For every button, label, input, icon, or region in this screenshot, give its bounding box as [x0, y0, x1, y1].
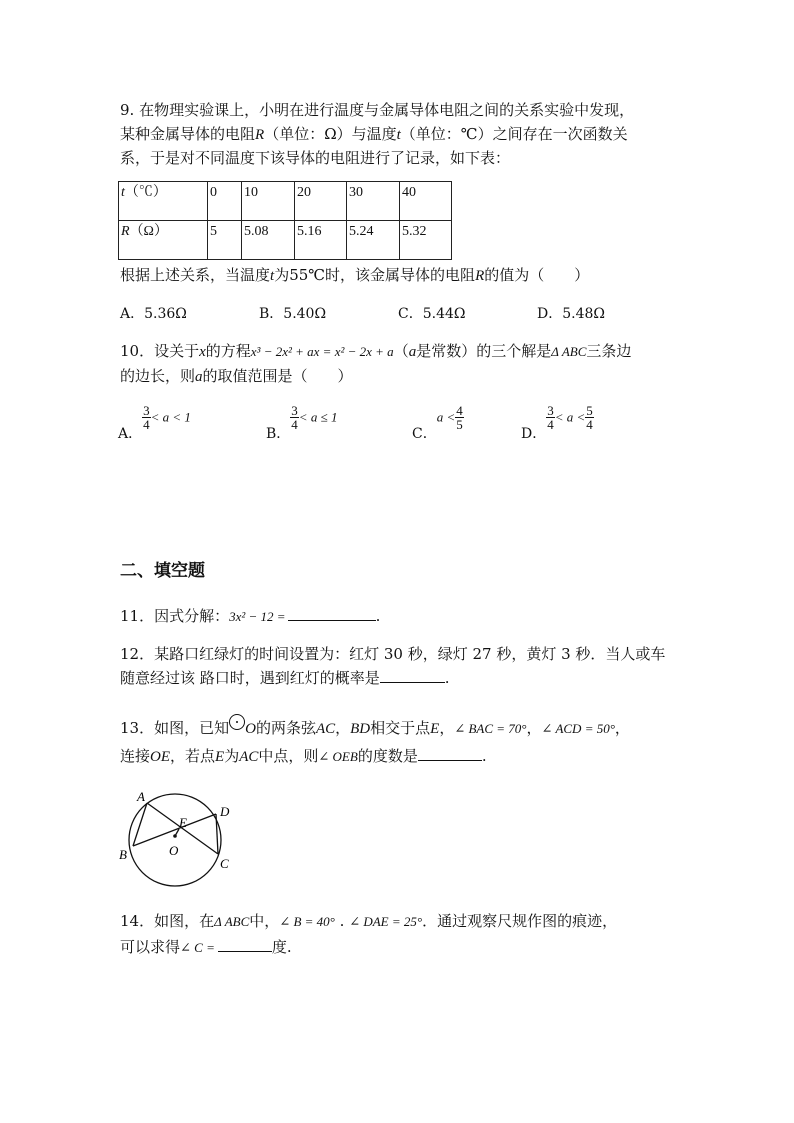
q13-text-a: 13．如图，已知	[120, 719, 230, 737]
q12-suffix: .	[444, 669, 450, 687]
q12-answer-blank[interactable]	[380, 668, 445, 683]
q13-line1	[120, 714, 630, 739]
q11-prefix: 11．因式分解：	[120, 607, 230, 625]
q9-ask-c: 的值为（ ）	[484, 266, 590, 284]
fraction-numerator: 3	[143, 403, 150, 418]
table-cell: 5.16	[295, 221, 347, 260]
q14-answer-blank[interactable]	[218, 937, 272, 952]
q10-text-b: 的方程	[205, 342, 251, 360]
q13-text-d: ，	[439, 719, 455, 737]
q11	[120, 606, 380, 627]
q13-circle-figure	[110, 786, 250, 890]
q12-line2	[120, 668, 450, 688]
fraction	[142, 404, 151, 431]
q14-line2	[120, 937, 292, 958]
q13-line2-a: 连接	[120, 747, 151, 765]
center-point-O	[173, 834, 177, 838]
circle-symbol-icon	[229, 714, 245, 730]
table-cell: 5.24	[347, 221, 400, 260]
table-cell: 30	[347, 182, 400, 221]
q10-line1	[120, 341, 631, 362]
q13-line2-e: 的度数是	[357, 747, 418, 765]
label-D: D	[220, 804, 230, 819]
table-unit: （Ω）	[129, 224, 168, 239]
q13-angle-ACD: ∠ ACD = 50°	[541, 721, 615, 736]
q9-ask-R: R	[475, 268, 485, 284]
q10-equation: x³ − 2x² + ax = x² − 2x + a	[250, 344, 394, 359]
label-C: C	[220, 856, 229, 871]
fraction	[455, 404, 464, 431]
q13-BD: BD	[350, 721, 371, 737]
q13-sep: ，	[335, 719, 351, 737]
q9-line3: 系，于是对不同温度下该导体的电阻进行了记录，如下表：	[120, 149, 511, 167]
fraction	[546, 404, 555, 431]
q10-text-d: 是常数）的三个解是	[416, 342, 552, 360]
q14-triangle: Δ ABC	[214, 914, 250, 929]
q11-expression: 3x² − 12 =	[229, 609, 286, 624]
q9-line2	[120, 124, 628, 145]
q14-sep: .	[334, 912, 350, 930]
table-row-header	[119, 221, 208, 260]
q13-sep3: ，	[614, 719, 630, 737]
fraction-denominator: 4	[291, 417, 298, 432]
q13-line2-f: .	[481, 747, 487, 765]
q10-text-c: （	[393, 342, 409, 360]
q13-AC2: AC	[239, 749, 259, 765]
table-cell: 5	[208, 221, 242, 260]
table-cell: 5.08	[242, 221, 295, 260]
q9-option-a[interactable]: A．5.36Ω	[120, 306, 187, 322]
q10-line2	[120, 366, 353, 387]
chord-BD	[133, 814, 216, 846]
q13-line2-b: ，若点	[170, 747, 216, 765]
label-O: O	[169, 843, 179, 858]
q14-line2-a: 可以求得	[120, 938, 181, 956]
table-cell: 0	[208, 182, 242, 221]
q13-line2	[120, 746, 487, 767]
q10-option-a[interactable]	[118, 403, 191, 442]
table-cell: 20	[295, 182, 347, 221]
q13-line2-c: 为	[224, 747, 240, 765]
q9-ask-b: 为55℃时，该金属导体的电阻	[274, 266, 476, 284]
q9-line2-text-a: 某种金属导体的电阻	[120, 125, 256, 143]
fraction-numerator: 4	[456, 403, 463, 418]
table-cell: 5.32	[400, 221, 452, 260]
table-var-t: t	[121, 185, 125, 200]
q9-line2-text-c: （单位：℃）之间存在一次函数关	[400, 125, 628, 143]
q10-line2-text-b: 的取值范围是（ ）	[202, 367, 353, 385]
q10-line2-text-a: 的边长，则	[120, 367, 196, 385]
q14-text-b: 中，	[249, 912, 280, 930]
q10-option-b[interactable]	[266, 403, 338, 442]
q9-line2-text-b: （单位：Ω）与温度	[264, 125, 397, 143]
q10-option-inequality: a <	[436, 409, 456, 425]
q13-angle-BAC: ∠ BAC = 70°	[454, 721, 527, 736]
fraction	[585, 404, 594, 431]
q9-option-b[interactable]: B．5.40Ω	[259, 306, 327, 322]
q13-text-b: 的两条弦	[255, 719, 316, 737]
q10-option-c[interactable]	[412, 403, 464, 442]
q10-option-label: D．	[521, 425, 547, 442]
q13-circle-O: O	[245, 721, 256, 737]
table-var-R: R	[121, 224, 130, 239]
q13-line2-d: 中点，则	[258, 747, 319, 765]
q14-angle-DAE: ∠ DAE = 25°	[349, 914, 423, 929]
table-row	[119, 182, 452, 221]
q9-question	[120, 265, 589, 286]
fraction-numerator: 3	[547, 403, 554, 418]
q10-option-label: B．	[266, 425, 291, 442]
section-title: 二、填空题	[120, 561, 205, 581]
table-unit: （℃）	[124, 185, 167, 200]
q10-var-x: x	[199, 344, 206, 360]
q10-option-inequality: < a ≤ 1	[298, 409, 338, 425]
q10-option-label: A．	[118, 425, 143, 442]
fraction-numerator: 3	[291, 403, 298, 418]
q14-text-c: ．通过观察尺规作图的痕迹，	[422, 912, 618, 930]
fraction-numerator: 5	[586, 403, 593, 418]
q13-OE: OE	[150, 749, 171, 765]
q14-line1	[120, 911, 617, 932]
label-B: B	[119, 847, 127, 862]
q9-ask-t: t	[270, 268, 275, 284]
q14-angle-B: ∠ B = 40°	[279, 914, 335, 929]
q13-E2: E	[215, 749, 225, 765]
q10-option-label: C．	[412, 425, 437, 442]
q13-answer-blank[interactable]	[418, 746, 482, 761]
q10-var-a: a	[408, 344, 417, 360]
q9-option-c[interactable]: C．5.44Ω	[398, 306, 466, 322]
fraction-denominator: 5	[456, 417, 463, 432]
q9-line1: 9. 在物理实验课上，小明在进行温度与金属导体电阻之间的关系实验中发现，	[120, 101, 635, 119]
fraction-denominator: 4	[547, 417, 554, 432]
table-cell: 40	[400, 182, 452, 221]
label-E: E	[179, 815, 187, 830]
q10-var-a2: a	[195, 369, 203, 385]
table-row-header	[119, 182, 208, 221]
q10-triangle: Δ ABC	[551, 344, 587, 359]
q10-option-inequality: < a <	[554, 409, 586, 425]
q11-answer-blank[interactable]	[288, 606, 376, 621]
q12-line1: 12．某路口红绿灯的时间设置为：红灯 30 秒，绿灯 27 秒，黄灯 3 秒．当人或车	[120, 645, 666, 663]
q11-suffix: .	[375, 607, 381, 625]
q9-option-d[interactable]: D．5.48Ω	[537, 306, 606, 322]
label-A: A	[137, 789, 145, 804]
q12-line2-text: 随意经过该 路口时，遇到红灯的概率是	[120, 669, 380, 687]
resistance-table	[118, 181, 452, 260]
circle-outline	[129, 794, 221, 886]
table-row	[119, 221, 452, 260]
q13-text-c: 相交于点	[370, 719, 431, 737]
q13-angle-OEB: ∠ OEB	[318, 749, 358, 764]
fraction-denominator: 4	[143, 417, 150, 432]
fraction	[290, 404, 299, 431]
q14-line2-b: 度.	[271, 938, 292, 956]
q10-option-d[interactable]	[521, 403, 594, 442]
fraction-denominator: 4	[586, 417, 593, 432]
q14-angle-C: ∠ C =	[180, 940, 215, 955]
q10-text-a: 10．设关于	[120, 342, 200, 360]
q9-var-t: t	[396, 127, 401, 143]
q13-sep2: ，	[526, 719, 542, 737]
q13-E: E	[430, 721, 440, 737]
q9-ask-a: 根据上述关系，当温度	[120, 266, 271, 284]
table-cell: 10	[242, 182, 295, 221]
q14-text-a: 14．如图，在	[120, 912, 215, 930]
q13-AC: AC	[315, 721, 336, 737]
q9-var-R: R	[255, 127, 265, 143]
q10-text-e: 三条边	[586, 342, 632, 360]
q10-option-inequality: < a < 1	[150, 409, 191, 425]
